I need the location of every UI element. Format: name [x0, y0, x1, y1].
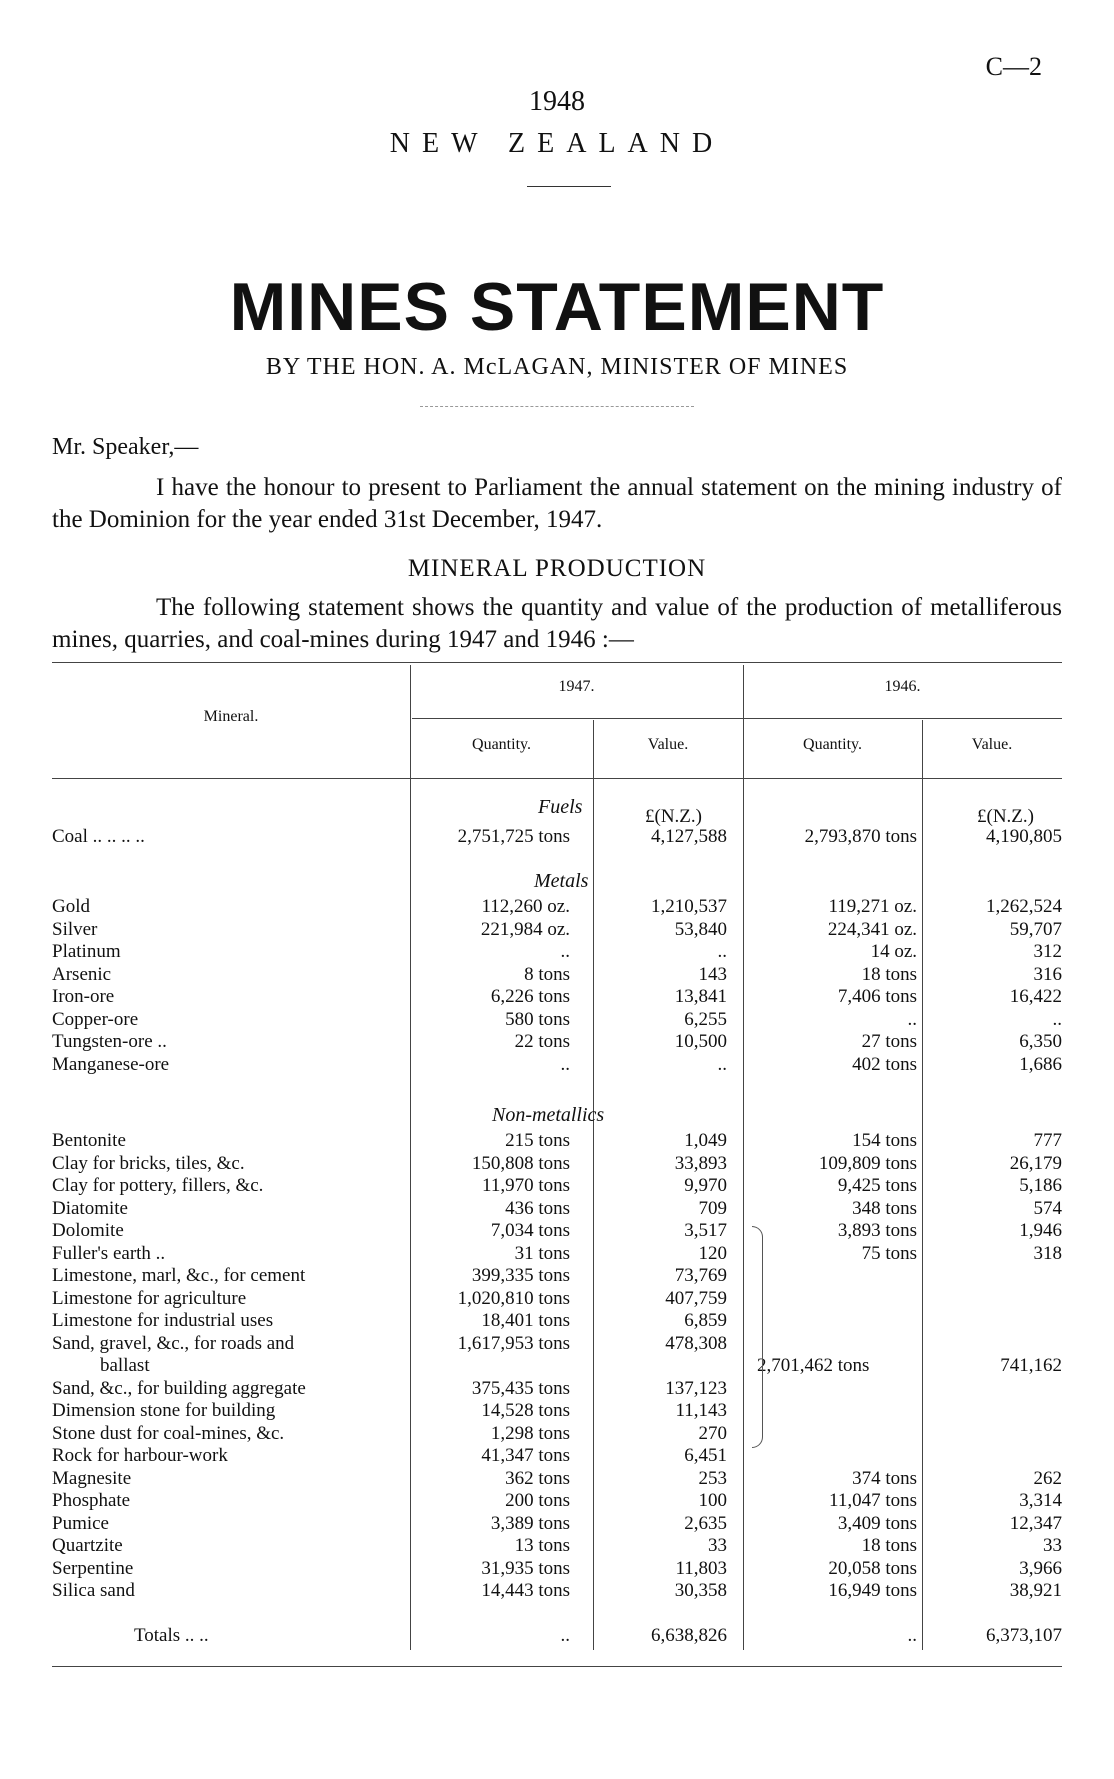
row-value-1946: 1,262,524: [986, 896, 1062, 917]
row-value-1946: 262: [1033, 1467, 1062, 1489]
row-value-1947: 4,127,588: [651, 826, 727, 847]
row-value-1946: 26,179: [1009, 1152, 1062, 1174]
totals-value-1946: 6,373,107: [986, 1625, 1062, 1646]
row-value-1946: 3,314: [1019, 1490, 1062, 1511]
row-value-1946: 6,350: [1019, 1031, 1062, 1052]
row-mineral-name: Silica sand: [52, 1580, 135, 1601]
grouping-brace: [752, 1226, 763, 1448]
row-quantity-1947: 436 tons: [505, 1197, 570, 1219]
row-quantity-1947: 1,020,810 tons: [457, 1287, 570, 1309]
row-value-1947: 1,210,537: [651, 896, 727, 917]
row-value-1946: 5,186: [1019, 1175, 1062, 1196]
row-quantity-1947: 41,347 tons: [481, 1445, 570, 1466]
row-quantity-1947: 375,435 tons: [471, 1377, 570, 1399]
row-quantity-1947: 14,528 tons: [481, 1400, 570, 1421]
row-value-1946: 59,707: [1009, 918, 1062, 940]
header-mineral: Mineral.: [203, 708, 259, 725]
row-value-1947: 11,803: [675, 1557, 727, 1579]
row-quantity-1946: 11,047 tons: [829, 1490, 917, 1511]
row-value-1946: 318: [1033, 1242, 1062, 1264]
row-mineral-name: Serpentine: [52, 1557, 134, 1579]
row-quantity-1946: 3,409 tons: [837, 1512, 917, 1534]
row-quantity-1946: 16,949 tons: [828, 1580, 917, 1601]
row-quantity-1947: 31 tons: [514, 1242, 570, 1264]
row-mineral-name: Sand, &c., for building aggregate: [52, 1377, 306, 1399]
row-value-1947: 1,049: [684, 1130, 727, 1151]
row-mineral-name: Bentonite: [52, 1130, 126, 1151]
row-quantity-1946: 7,406 tons: [837, 986, 917, 1007]
row-mineral-name: Rock for harbour-work: [52, 1445, 228, 1466]
row-quantity-1947: 22 tons: [514, 1031, 570, 1052]
section-heading: MINERAL PRODUCTION: [407, 555, 707, 582]
header-1946: 1946.: [884, 678, 921, 695]
row-value-1946: 33: [1043, 1535, 1062, 1556]
row-value-1946: 16,422: [1009, 986, 1062, 1007]
category-nonmetallics: Non-metallics: [492, 1104, 605, 1126]
table-rule: [52, 662, 1062, 663]
row-value-1947: 10,500: [674, 1031, 727, 1052]
row-quantity-1947: 8 tons: [524, 963, 570, 985]
row-value-1946: 1,946: [1019, 1220, 1062, 1241]
row-value-1946: 38,921: [1009, 1580, 1062, 1601]
row-mineral-name: Silver: [52, 918, 98, 940]
row-quantity-1946: 119,271 oz.: [828, 896, 917, 917]
row-mineral-name: Clay for pottery, fillers, &c.: [52, 1175, 264, 1196]
row-value-1947: 120: [698, 1242, 727, 1264]
row-quantity-1946: 20,058 tons: [828, 1557, 917, 1579]
row-quantity-1946: 18 tons: [861, 963, 917, 985]
row-quantity-1946: 402 tons: [852, 1053, 917, 1075]
row-quantity-1947: 200 tons: [505, 1490, 570, 1511]
row-value-1946: 312: [1033, 941, 1062, 962]
row-value-1946: 741,162: [1000, 1355, 1062, 1376]
row-quantity-1946: 9,425 tons: [837, 1175, 917, 1196]
row-mineral-name: Manganese-ore: [52, 1053, 170, 1075]
row-quantity-1947: 580 tons: [505, 1008, 570, 1030]
currency-label-1946: £(N.Z.): [977, 806, 1034, 827]
table-rule: [412, 718, 1062, 719]
document-year: 1948: [529, 86, 585, 117]
row-quantity-1947: ..: [560, 1053, 570, 1075]
row-value-1947: 6,255: [684, 1008, 727, 1030]
row-quantity-1947: 150,808 tons: [471, 1152, 570, 1174]
row-mineral-name: Pumice: [52, 1512, 109, 1534]
category-fuels: Fuels: [538, 796, 583, 818]
row-value-1946: 3,966: [1019, 1557, 1062, 1579]
row-quantity-1946: 2,793,870 tons: [804, 826, 917, 847]
salutation: Mr. Speaker,—: [52, 434, 199, 460]
totals-value-1947: 6,638,826: [651, 1625, 727, 1646]
row-value-1947: 30,358: [674, 1580, 727, 1601]
row-value-1947: 2,635: [684, 1512, 727, 1534]
currency-label-1947: £(N.Z.): [645, 806, 702, 827]
row-quantity-1947: 6,226 tons: [490, 986, 570, 1007]
row-quantity-1947: 13 tons: [514, 1535, 570, 1556]
row-mineral-name: Dimension stone for building: [52, 1400, 276, 1421]
row-mineral-name: Dolomite: [52, 1220, 124, 1241]
row-mineral-name: Phosphate: [52, 1490, 131, 1511]
row-value-1947: 478,308: [665, 1332, 727, 1354]
row-quantity-1946: 348 tons: [852, 1197, 917, 1219]
row-mineral-name: Iron-ore: [52, 986, 115, 1007]
row-value-1946: ..: [1052, 1008, 1062, 1030]
row-value-1947: 3,517: [684, 1220, 727, 1241]
totals-label: Totals .. ..: [134, 1625, 209, 1646]
row-mineral-name: Quartzite: [52, 1535, 123, 1556]
header-value-1946: Value.: [971, 736, 1013, 753]
row-mineral-name: Limestone for industrial uses: [52, 1310, 274, 1331]
intro-paragraph: I have the honour to present to Parliament the annual statement on the mining industry of the Dominion for the year ended 31st December, 1947.: [52, 474, 1062, 533]
row-mineral-name: Clay for bricks, tiles, &c.: [52, 1152, 245, 1174]
totals-quantity-1947: ..: [560, 1625, 570, 1646]
header-quantity-1947: Quantity.: [472, 736, 531, 753]
table-rule: [52, 778, 1062, 779]
row-value-1946: 316: [1033, 963, 1062, 985]
row-quantity-1946: 109,809 tons: [818, 1152, 917, 1174]
row-quantity-1947: 221,984 oz.: [480, 918, 570, 940]
row-quantity-1947: 112,260 oz.: [481, 896, 570, 917]
row-value-1946: 1,686: [1019, 1053, 1062, 1075]
row-value-1947: ..: [717, 941, 727, 962]
country-name: NEW ZEALAND: [389, 128, 725, 159]
row-quantity-1947: 2,751,725 tons: [457, 826, 570, 847]
row-mineral-name: Magnesite: [52, 1467, 132, 1489]
row-value-1946: 574: [1033, 1197, 1062, 1219]
header-quantity-1946: Quantity.: [803, 736, 862, 753]
row-value-1946: 777: [1033, 1130, 1062, 1151]
row-mineral-name: Stone dust for coal-mines, &c.: [52, 1422, 285, 1444]
row-quantity-1946: 27 tons: [861, 1031, 917, 1052]
row-quantity-1946: 14 oz.: [870, 941, 917, 962]
row-mineral-name: Tungsten-ore ..: [52, 1031, 167, 1052]
row-quantity-1946: 224,341 oz.: [827, 918, 917, 940]
row-value-1947: 33: [708, 1535, 727, 1556]
page-title: MINES STATEMENT: [229, 269, 885, 345]
row-quantity-1947: 31,935 tons: [481, 1557, 570, 1579]
row-quantity-1946: 3,893 tons: [837, 1220, 917, 1241]
row-value-1947: 73,769: [674, 1265, 727, 1286]
row-mineral-name: Arsenic: [52, 963, 112, 985]
row-quantity-1947: 215 tons: [505, 1130, 570, 1151]
row-mineral-name: Sand, gravel, &c., for roads and: [52, 1332, 295, 1354]
header-value-1947: Value.: [647, 736, 689, 753]
row-quantity-1946: ..: [907, 1008, 917, 1030]
row-value-1947: 137,123: [665, 1377, 727, 1399]
byline: BY THE HON. A. McLAGAN, MINISTER OF MINES: [265, 354, 849, 380]
row-value-1947: 13,841: [674, 986, 727, 1007]
page-reference: C—2: [985, 52, 1042, 81]
divider: [420, 406, 694, 407]
row-mineral-name: Coal .. .. .. ..: [52, 826, 145, 847]
row-quantity-1947: 399,335 tons: [471, 1265, 570, 1286]
row-value-1946: 4,190,805: [986, 826, 1062, 847]
row-quantity-1947: 1,617,953 tons: [457, 1332, 570, 1354]
row-value-1947: 709: [698, 1197, 727, 1219]
row-quantity-1946: 154 tons: [852, 1130, 917, 1151]
row-quantity-1947: 18,401 tons: [481, 1310, 570, 1331]
row-value-1947: 9,970: [684, 1175, 727, 1196]
row-quantity-1947: 362 tons: [505, 1467, 570, 1489]
row-value-1947: 53,840: [674, 918, 727, 940]
row-quantity-1947: 1,298 tons: [490, 1422, 570, 1444]
row-mineral-name: ballast: [100, 1355, 150, 1376]
row-value-1946: 12,347: [1009, 1512, 1062, 1534]
header-1947: 1947.: [558, 678, 595, 695]
row-value-1947: 6,859: [684, 1310, 727, 1331]
row-value-1947: 270: [698, 1422, 727, 1444]
row-mineral-name: Fuller's earth ..: [52, 1242, 166, 1264]
row-value-1947: 143: [698, 963, 727, 985]
row-value-1947: 33,893: [674, 1152, 727, 1174]
row-value-1947: 6,451: [684, 1445, 727, 1466]
row-quantity-1946: 18 tons: [861, 1535, 917, 1556]
row-mineral-name: Gold: [52, 896, 90, 917]
row-mineral-name: Platinum: [52, 941, 121, 962]
totals-quantity-1946: ..: [907, 1625, 917, 1646]
row-quantity-1947: 11,970 tons: [482, 1175, 570, 1196]
table-rule: [52, 1666, 1062, 1667]
section-paragraph: The following statement shows the quantity and value of the production of metalliferous mines, quarries, and coal-mines during 1947 and 1946 :—: [52, 594, 1062, 653]
row-value-1947: ..: [717, 1053, 727, 1075]
row-value-1947: 253: [698, 1467, 727, 1489]
row-quantity-1946: 2,701,462 tons: [757, 1355, 870, 1376]
row-mineral-name: Limestone for agriculture: [52, 1287, 247, 1309]
divider: [527, 186, 611, 187]
column-divider: [743, 665, 744, 1650]
row-quantity-1947: 7,034 tons: [490, 1220, 570, 1241]
row-quantity-1947: 14,443 tons: [481, 1580, 570, 1601]
row-mineral-name: Limestone, marl, &c., for cement: [52, 1265, 306, 1286]
row-quantity-1947: 3,389 tons: [490, 1512, 570, 1534]
category-metals: Metals: [534, 870, 589, 892]
row-value-1947: 407,759: [665, 1287, 727, 1309]
column-divider: [593, 720, 594, 1650]
row-quantity-1947: ..: [560, 941, 570, 962]
row-quantity-1946: 374 tons: [852, 1467, 917, 1489]
row-mineral-name: Copper-ore: [52, 1008, 139, 1030]
row-quantity-1946: 75 tons: [861, 1242, 917, 1264]
row-mineral-name: Diatomite: [52, 1197, 128, 1219]
row-value-1947: 11,143: [675, 1400, 727, 1421]
row-value-1947: 100: [698, 1490, 727, 1511]
